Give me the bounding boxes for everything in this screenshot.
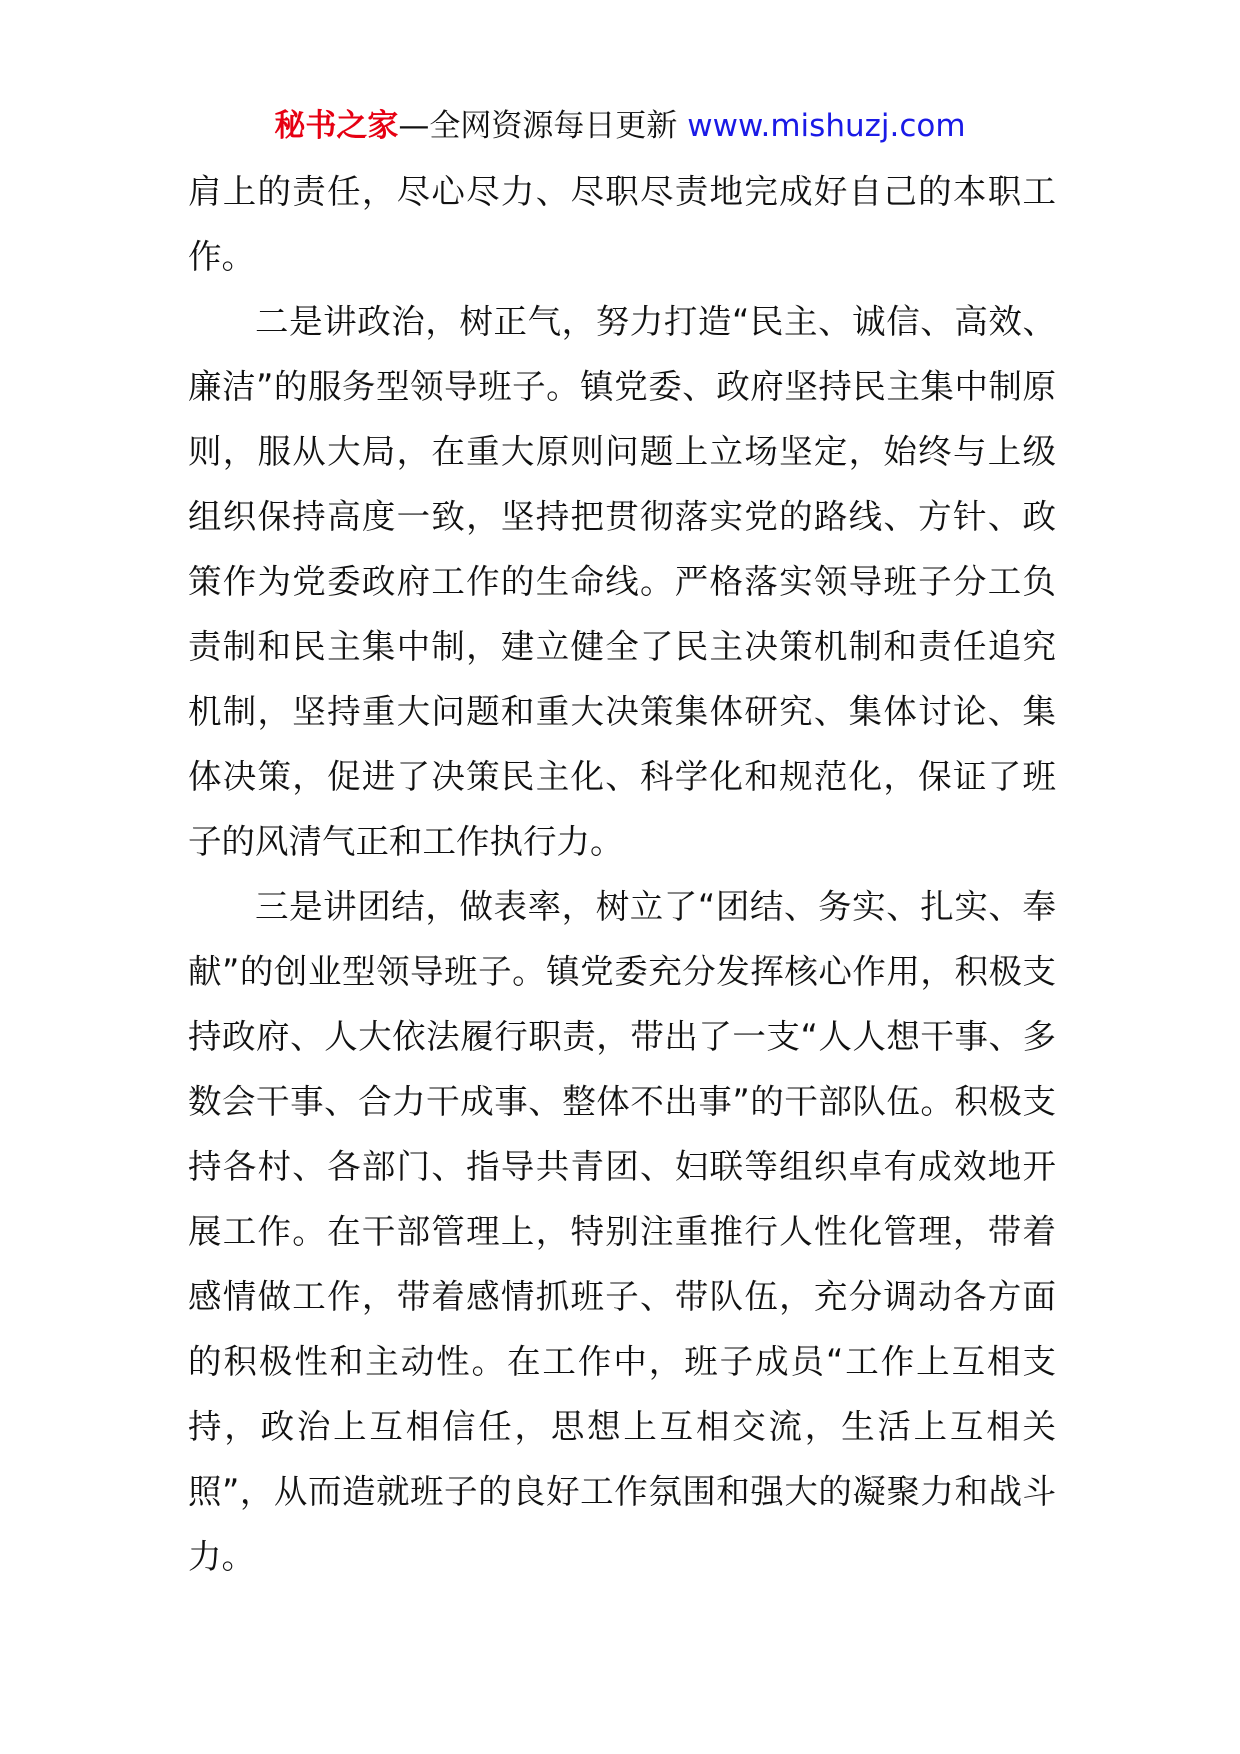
brand-name: 秘书之家 bbox=[274, 108, 399, 144]
paragraph-unity: 三是讲团结，做表率，树立了“团结、务实、扎实、奉献”的创业型领导班子。镇党委充分发挥核心作用，积极支持政府、人大依法履行职责，带出了一支“人人想干事、多数会干事、合力干成事、整体不出事”的干部队伍。积极支持各村、各部门、指导共青团、妇联等组织卓有成效地开展工作。在干部管理上，特别注重推行人性化管理，带着感情做工作，带着感情抓班子、带队伍，充分调动各方面的积极性和主动性。在工作中，班子成员“工作上互相支持，政治上互相信任，思想上互相交流，生活上互相关照”，从而造就班子的良好工作氛围和强大的凝聚力和战斗力。 bbox=[188, 887, 1056, 1576]
page-header bbox=[0, 100, 1240, 152]
paragraph-politics: 二是讲政治，树正气，努力打造“民主、诚信、高效、廉洁”的服务型领导班子。镇党委、政府坚持民主集中制原则，服从大局，在重大原则问题上立场坚定，始终与上级组织保持高度一致，坚持把贯彻落实党的路线、方针、政策作为党委政府工作的生命线。严格落实领导班子分工负责制和民主集中制，建立健全了民主决策机制和责任追究机制，坚持重大问题和重大决策集体研究、集体讨论、集体决策，促进了决策民主化、科学化和规范化，保证了班子的风清气正和工作执行力。 bbox=[188, 302, 1056, 861]
paragraph-continuation: 肩上的责任，尽心尽力、尽职尽责地完成好自己的本职工作。 bbox=[188, 172, 1056, 276]
header-tagline: —全网资源每日更新 bbox=[398, 108, 688, 144]
document-body bbox=[188, 159, 1056, 1589]
site-url-link[interactable]: www.mishuzj.com bbox=[687, 108, 966, 144]
